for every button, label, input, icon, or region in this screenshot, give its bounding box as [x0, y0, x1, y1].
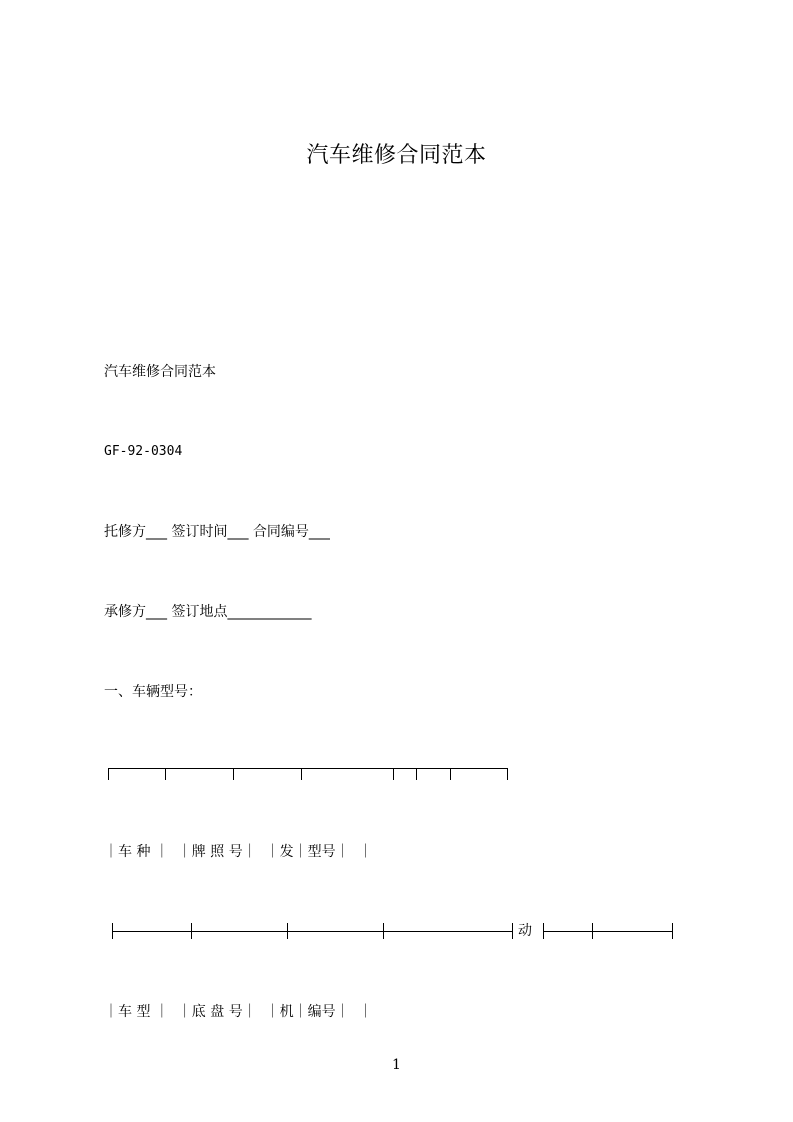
contract-code: GF-92-0304 [104, 444, 183, 459]
page-number: 1 [392, 1057, 401, 1073]
repairer-party-line: 承修方___ 签订地点____________ [104, 604, 312, 620]
table-engine-label: 动 [518, 923, 532, 939]
section-heading-vehicle-model: 一、车辆型号： [104, 684, 202, 700]
table-row-vehicle-type: ｜车 种 ｜ ｜牌 照 号｜ ｜发｜型号｜ ｜ [104, 844, 373, 860]
document-subtitle: 汽车维修合同范本 [104, 364, 216, 380]
page-title: 汽车维修合同范本 [306, 143, 487, 168]
table-row-vehicle-model: ｜车 型 ｜ ｜底 盘 号｜ ｜机｜编号｜ ｜ [104, 1004, 373, 1020]
client-party-line: 托修方___ 签订时间___ 合同编号___ [104, 524, 330, 540]
